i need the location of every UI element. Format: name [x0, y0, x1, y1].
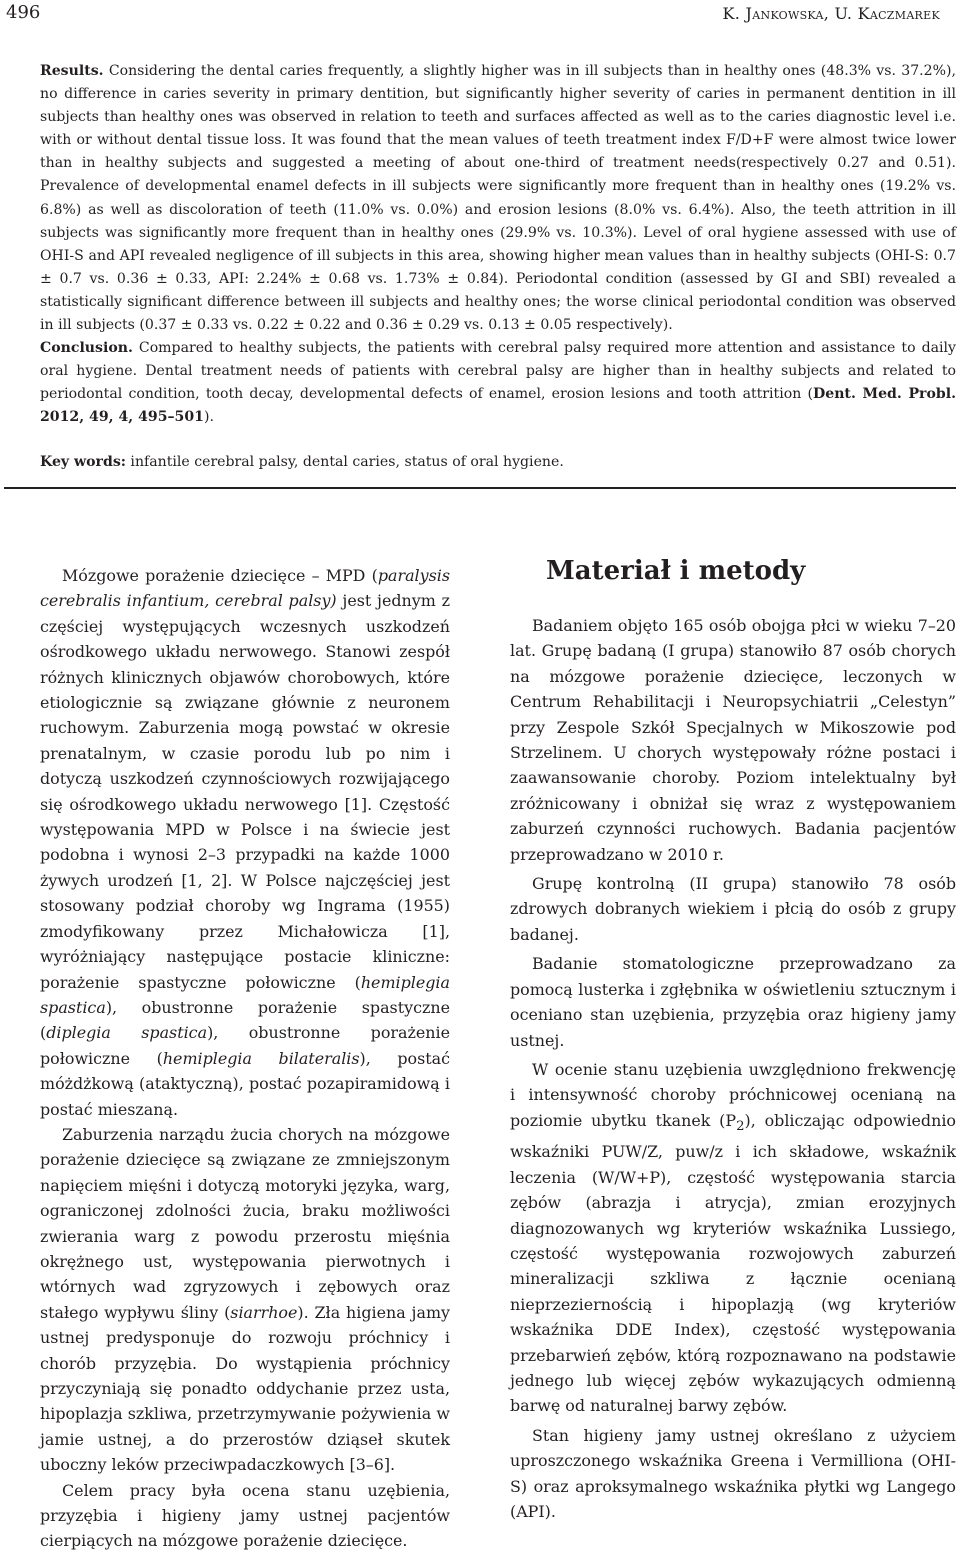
- left-column: [40, 563, 450, 1554]
- conclusion-text: Compared to healthy subjects, the patients with cerebral palsy required more attention and assistance to daily oral hygiene. Dental treatment needs of patients with cerebral palsy are higher than in healthy subjects and related to periodontal condition, tooth decay, developmental defects of enamel, erosion lesions and tooth attrition (: [40, 340, 956, 403]
- section-heading: Materiał i metody: [546, 556, 806, 586]
- text-run-italic: paralysis cerebralis infantium, cerebral palsy): [40, 566, 450, 611]
- methods-paragraph-3: Badanie stomatologiczne przeprowadzano za pomocą lusterka i zgłębnika w oświetleniu sztucznym i oceniano stan uzębienia, przyzębia oraz higieny jamy ustnej.: [510, 954, 956, 1050]
- page-number: 496: [6, 2, 41, 23]
- text-run: ), postać móżdżkową (ataktyczną), postać pozapiramidową i postać mieszaną.: [40, 1048, 450, 1119]
- conclusion-label: Conclusion.: [40, 340, 133, 357]
- results-text: Considering the dental caries frequently, a slightly higher was in ill subjects than in healthy ones (48.3% vs. 37.2%), no difference in caries severity in primary dentition, but significantly higher severity of caries in permanent dentition in ill subjects than healthy ones was observed in relation to teeth and surfaces affected as well as to the caries diagnostic level i.e. with or without dental tissue loss. It was found that the mean values of teeth treatment index F/D+F were almost twice lower than in healthy subjects and suggested a meeting of about one-third of treatment needs(respectively 0.27 and 0.51). Prevalence of developmental enamel defects in ill subjects were significantly more frequent than in healthy ones (19.2% vs. 6.8%) as well as discoloration of teeth (11.0% vs. 0.0%) and erosion lesions (8.0% vs. 6.4%). Also, the teeth attrition in ill subjects was significantly more frequent than in healthy ones (29.9% vs. 10.3%). Level of oral hygiene assessed with use of OHI-S and API revealed negligence of ill subjects in this area, showing higher mean values than in healthy subjects (OHI-S: 0.7 ± 0.7 vs. 0.36 ± 0.33, API: 2.24% ± 0.68 vs. 1.73% ± 0.84). Periodontal condition (assessed by GI and SBI) revealed a statistically significant difference between ill subjects and healthy ones; the worse clinical periodontal condition was observed in ill subjects (0.37 ± 0.33 vs. 0.22 ± 0.22 and 0.36 ± 0.29 vs. 0.13 ± 0.05 respectively).: [40, 63, 956, 334]
- citation-end: ).: [203, 409, 214, 426]
- intro-paragraph-2: [40, 1122, 450, 1478]
- text-run: jest jednym z częściej występujących wczesnych uszkodzeń ośrodkowego układu nerwowego. Stanowi zespół różnych klinicznych objawów chorobowych, które etiologicznie są związane głównie z neuronem ruchowym. Zaburzenia mogą powstać w okresie prenatalnym, w czasie porodu lub po nim i dotyczą uszkodzeń czynnościowych rozwijającego się ośrodkowego układu nerwowego [1]. Częstość występowania MPD w Polsce i na świecie jest podobna i wynosi 2–3 przypadki na każde 1000 żywych urodzeń [1, 2]. W Polsce najczęściej jest stosowany podział choroby wg Ingrama (1955) zmodyfikowany przez Michałowicza [1], wyróżniający następujące postacie kliniczne: porażenie spastyczne połowiczne (: [40, 591, 450, 992]
- page-header: [6, 0, 940, 26]
- intro-paragraph-3: Celem pracy była ocena stanu uzębienia, przyzębia i higieny jamy ustnej pacjentów cierpiących na mózgowe porażenie dziecięce.: [40, 1480, 450, 1551]
- methods-paragraph-4: [510, 1057, 956, 1419]
- right-column: [510, 613, 956, 1524]
- text-run: Zaburzenia narządu żucia chorych na mózgowe porażenie dziecięce są związane ze zmniejszonym napięciem mięśni i dotyczą motoryki języka, warg, ograniczonej zdolności żucia, braku możliwości zwierania warg z powodu przerostu mięśnia okrężnego ust, występowania pierwotnych i wtórnych wad zgryzowych i zębowych oraz stałego wypływu śliny (: [40, 1124, 450, 1322]
- results-label: Results.: [40, 63, 104, 79]
- keywords-text: infantile cerebral palsy, dental caries, status of oral hygiene.: [125, 453, 564, 470]
- text-run: ), obustronne porażenie połowiczne (: [40, 1023, 450, 1068]
- methods-paragraph-5: Stan higieny jamy ustnej określano z użyciem uproszczonego wskaźnika Greena i Vermilliona (OHI-S) oraz aproksymalnego wskaźnika płytki wg Langego (API).: [510, 1425, 956, 1521]
- methods-paragraph-1: Badaniem objęto 165 osób obojga płci w wieku 7–20 lat. Grupę badaną (I grupa) stanowiło 87 osób chorych na mózgowe porażenie dziecięce, leczonych w Centrum Rehabilitacji i Neuropsychiatrii „Celestyn” przy Zespole Szkół Specjalnych w Mikoszowie pod Strzelinem. U chorych występowały różne postaci i zaawansowanie choroby. Poziom intelektualny był zróżnicowany i obniżał się wraz z występowaniem zaburzeń czynności ruchowych. Badania pacjentów przeprowadzano w 2010 r.: [510, 616, 956, 864]
- keywords: [40, 451, 956, 474]
- section-divider: [4, 487, 956, 489]
- text-run-italic: siarrhoe: [230, 1302, 298, 1322]
- text-run-italic: diplegia spastica: [46, 1023, 208, 1043]
- text-run: ). Zła higiena jamy ustnej predysponuje do rozwoju próchnicy i chorób przyzębia. Do wystąpienia próchnicy przyczyniają się ponadto oddychanie przez usta, hipoplazja szkliwa, przetrzymywanie pożywienia w jamie ustnej, a do przerostów dziąseł skutek uboczny leków przeciwpadaczkowych [3–6].: [40, 1302, 450, 1475]
- abstract-conclusion: [40, 337, 956, 429]
- abstract-results: [40, 60, 956, 337]
- citation: Dent. Med. Probl. 2012, 49, 4, 495–501: [40, 386, 956, 426]
- subscript: 2: [736, 1118, 745, 1134]
- text-run: ), obliczając odpowiednio wskaźniki PUW/Z, puw/z i ich składowe, wskaźnik leczenia (W/W+P), częstość występowania starcia zębów (abrazja i atrycja), zmian erozyjnych diagnozowanych wg kryteriów wskaźnika Lussiego, częstość występowania rozwojowych zaburzeń mineralizacji szkliwa z łącznie ocenianą nieprzeziernością i hipoplazją (wg kryteriów wskaźnika DDE Index), częstość występowania przebarwień zębów, którą rozpoznawano na podstawie jednego lub więcej zębów wykazujących odmienną barwę od naturalnej barwy zębów.: [510, 1110, 956, 1416]
- text-run-italic: hemiplegia spastica: [40, 972, 450, 1017]
- intro-paragraph-1: [40, 563, 450, 1122]
- abstract: [40, 60, 956, 474]
- running-title: K. Jankowska, U. Kaczmarek: [722, 4, 940, 23]
- text-run: Mózgowe porażenie dziecięce – MPD (: [62, 566, 378, 585]
- text-run: W ocenie stanu uzębienia uwzględniono frekwencję i intensywność choroby próchnicowej ocenianą na poziomie ubytku tkanek (P: [510, 1059, 956, 1130]
- keywords-label: Key words:: [40, 453, 126, 470]
- methods-paragraph-2: Grupę kontrolną (II grupa) stanowiło 78 osób zdrowych dobranych wiekiem i płcią do osób z grupy badanej.: [510, 874, 956, 944]
- text-run-italic: hemiplegia bilateralis: [162, 1048, 360, 1068]
- text-run: ), obustronne porażenie spastyczne (: [40, 997, 450, 1043]
